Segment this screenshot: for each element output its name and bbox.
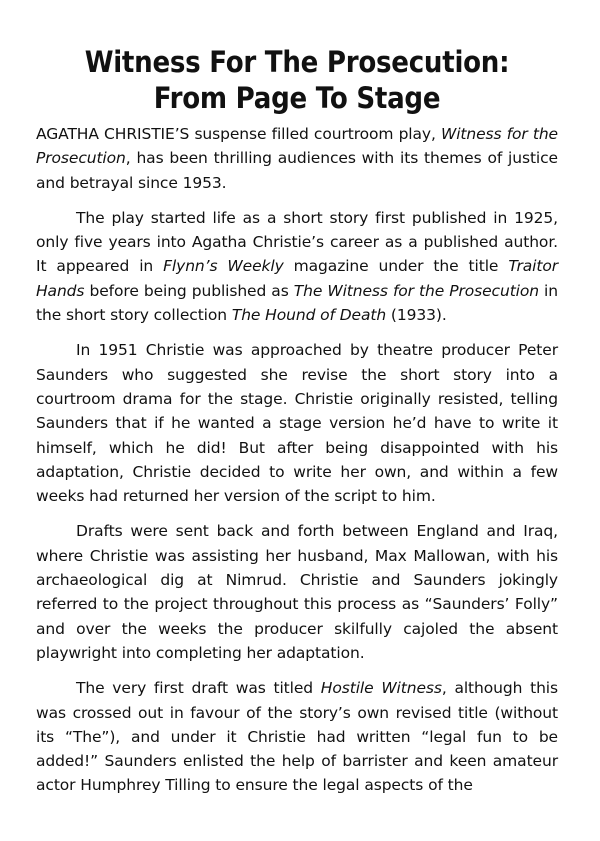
story-title-italic: The Witness for the Prosecution — [293, 281, 539, 300]
paragraph-5 — [36, 676, 558, 797]
collection-title-italic: The Hound of Death — [231, 306, 387, 325]
title-line-2: From Page To Stage — [153, 81, 441, 115]
paragraph-2 — [36, 206, 558, 327]
text-run: The very first draft was titled — [76, 679, 321, 698]
page-title — [62, 44, 532, 116]
text-run: in the short story collection — [36, 281, 558, 325]
paragraph-1 — [36, 122, 558, 195]
title-line-1: Witness For The Prosecution: — [84, 45, 510, 79]
story-title-italic: Traitor Hands — [36, 257, 558, 300]
article-body — [36, 122, 558, 798]
text-run: , has been thrilling audiences with its themes of justice and betrayal since 1953. — [36, 149, 558, 192]
text-run: The play started life as a short story first published in 1925, only five years into Agatha Christie’s career as a published author. It appeared in — [36, 208, 558, 276]
draft-title-italic: Hostile Witness — [320, 679, 442, 698]
text-run: magazine under the title — [283, 257, 509, 276]
text-run: AGATHA CHRISTIE’S suspense filled courtroom play, — [36, 125, 441, 143]
text-run: (1933). — [386, 306, 447, 325]
paragraph-3: In 1951 Christie was approached by theatre producer Peter Saunders who suggested she revise the short story into a courtroom drama for the stage. Christie originally resisted, telling Saunders that if he wanted a stage version he’d have to write it himself, which he did! But after being disappointed with his adaptation, Christie decided to write her own, and within a few weeks had returned her version of the script to him. — [36, 341, 558, 506]
magazine-title-italic: Flynn’s Weekly — [163, 257, 284, 276]
text-run: before being published as — [84, 281, 294, 300]
play-title-italic: Witness for the Prosecution — [36, 125, 558, 168]
paragraph-4: Drafts were sent back and forth between England and Iraq, where Christie was assisting her husband, Max Mallowan, with his archaeological dig at Nimrud. Christie and Saunders jokingly referred to the project throughout this process as “Saunders’ Folly” and over the weeks the producer skilfully cajoled the absent playwright into completing her adaptation. — [36, 522, 558, 662]
text-run: , although this was crossed out in favour of the story’s own revised title (without its “The”), and under it Christie had written “legal fun to be added!” Saunders enlisted the help of barrister and keen amateur actor Humphrey Tilling to ensure the legal aspects of the — [36, 679, 558, 795]
